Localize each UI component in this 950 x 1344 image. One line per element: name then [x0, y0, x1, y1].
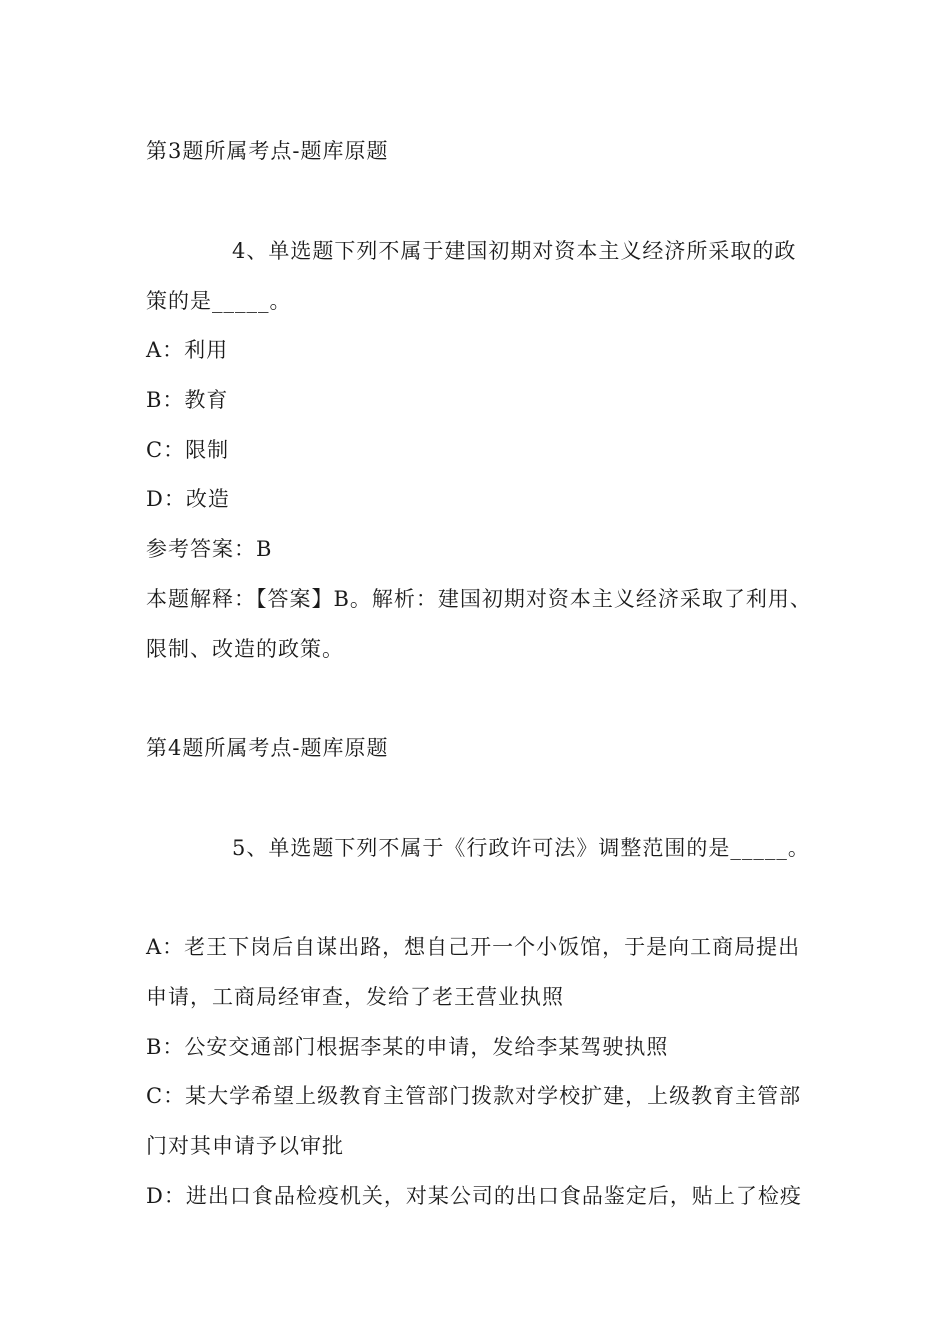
question-4-explanation-line-2: 限制、改造的政策。	[146, 637, 344, 661]
question-5-option-a-line-1: A：老王下岗后自谋出路，想自己开一个小饭馆，于是向工商局提出	[146, 935, 801, 959]
question-5-option-a-line-2: 申请，工商局经审查，发给了老王营业执照	[146, 985, 564, 1009]
question-4-option-d: D：改造	[146, 487, 230, 511]
question-4-option-a: A：利用	[146, 338, 229, 362]
question-4-explanation-line-1: 本题解释：【答案】B。解析：建国初期对资本主义经济采取了利用、	[146, 587, 812, 611]
question-5-option-d-line-1: D：进出口食品检疫机关，对某公司的出口食品鉴定后，贴上了检疫	[146, 1184, 802, 1208]
question-4-option-b: B：教育	[146, 388, 229, 412]
question-4-answer: 参考答案：B	[146, 537, 273, 561]
section-4-heading: 第4题所属考点-题库原题	[146, 736, 389, 760]
question-4-stem-line-2: 策的是_____。	[146, 289, 292, 313]
question-4-option-c: C：限制	[146, 438, 230, 462]
section-3-heading: 第3题所属考点-题库原题	[146, 139, 389, 163]
question-5-option-c-line-2: 门对其申请予以审批	[146, 1134, 344, 1158]
question-5-option-b: B：公安交通部门根据李某的申请，发给李某驾驶执照	[146, 1035, 669, 1059]
question-4-stem-line-1: 4、单选题下列不属于建国初期对资本主义经济所采取的政	[232, 239, 797, 263]
question-5-option-c-line-1: C：某大学希望上级教育主管部门拨款对学校扩建，上级教育主管部	[146, 1084, 802, 1108]
question-5-stem: 5、单选题下列不属于《行政许可法》调整范围的是_____。	[232, 836, 810, 860]
